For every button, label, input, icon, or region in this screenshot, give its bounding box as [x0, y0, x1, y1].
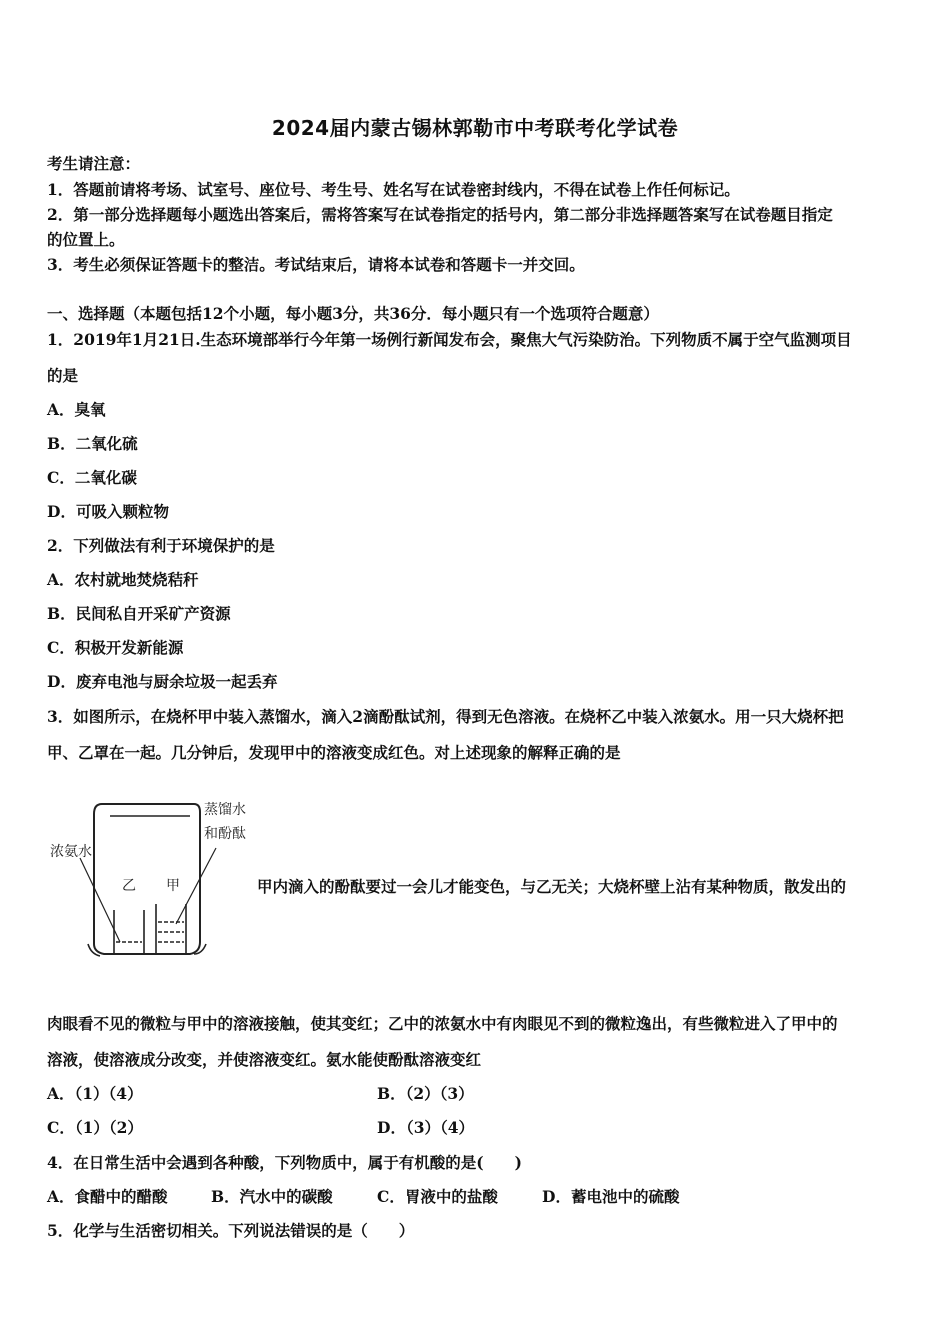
q3-option-d: D．（3）（4）: [377, 1118, 475, 1137]
q1-option-c: C．二氧化碳: [47, 468, 137, 487]
beaker-diagram: [44, 794, 254, 970]
q3-explanation: 肉眼看不见的微粒与甲中的溶液接触，使其变红；乙中的浓氨水中有肉眼见不到的微粒逸出，有些微粒进入了甲中的: [47, 1014, 838, 1033]
notice-item: 的位置上。: [47, 230, 125, 249]
q2-option-a: A．农村就地焚烧秸秆: [47, 570, 199, 589]
q5-stem: 5．化学与生活密切相关。下列说法错误的是（ ）: [47, 1221, 415, 1240]
notice-item: 1．答题前请将考场、试室号、座位号、考生号、姓名写在试卷密封线内，不得在试卷上作任何标记。: [47, 180, 740, 199]
q2-option-c: C．积极开发新能源: [47, 638, 184, 657]
notice-heading: 考生请注意：: [47, 154, 141, 173]
large-beaker-icon: [94, 804, 200, 954]
q3-option-b: B．（2）（3）: [377, 1084, 474, 1103]
label-yi: 乙: [122, 878, 136, 894]
q1-stem-cont: 的是: [47, 366, 79, 385]
q3-option-a: A．（1）（4）: [47, 1084, 143, 1103]
q3-stem-cont: 甲、乙罩在一起。几分钟后，发现甲中的溶液变成红色。对上述现象的解释正确的是: [47, 743, 621, 762]
q1-option-d: D．可吸入颗粒物: [47, 502, 169, 521]
q1-stem: 1．2019年1月21日.生态环境部举行今年第一场例行新闻发布会，聚焦大气污染防治。下列物质不属于空气监测项目: [47, 330, 852, 349]
section-heading: 一、选择题（本题包括12个小题，每小题3分，共36分．每小题只有一个选项符合题意）: [47, 304, 659, 323]
q2-option-d: D．废弃电池与厨余垃圾一起丢弃: [47, 672, 278, 691]
q4-option-a: A．食醋中的醋酸: [47, 1187, 168, 1206]
label-distilled: 蒸馏水: [204, 802, 246, 818]
label-ammonia: 浓氨水: [50, 844, 92, 860]
notice-item: 2．第一部分选择题每小题选出答案后，需将答案写在试卷指定的括号内，第二部分非选择题答案写在试卷题目指定: [47, 205, 833, 224]
q2-option-b: B．民间私自开采矿产资源: [47, 604, 231, 623]
q3-explanation-cont: 溶液，使溶液成分改变，并使溶液变红。氨水能使酚酞溶液变红: [47, 1050, 482, 1069]
q1-option-b: B．二氧化硫: [47, 434, 138, 453]
exam-title: 2024届内蒙古锡林郭勒市中考联考化学试卷: [271, 116, 679, 140]
notice-item: 3．考生必须保证答题卡的整洁。考试结束后，请将本试卷和答题卡一并交回。: [47, 255, 585, 274]
q3-side-text: 甲内滴入的酚酞要过一会儿才能变色，与乙无关；大烧杯壁上沾有某种物质，散发出的: [257, 877, 847, 896]
q4-option-d: D．蓄电池中的硫酸: [542, 1187, 680, 1206]
q3-stem: 3．如图所示，在烧杯甲中装入蒸馏水，滴入2滴酚酞试剂，得到无色溶液。在烧杯乙中装入浓氨水。用一只大烧杯把: [47, 707, 844, 726]
q3-option-c: C．（1）（2）: [47, 1118, 143, 1137]
label-phenol: 和酚酞: [204, 826, 246, 842]
q4-option-c: C．胃液中的盐酸: [377, 1187, 498, 1206]
q1-option-a: A．臭氧: [47, 400, 106, 419]
beaker-yi-icon: [114, 910, 144, 954]
beaker-jia-icon: [156, 904, 186, 954]
q2-stem: 2．下列做法有利于环境保护的是: [47, 536, 275, 555]
q4-stem: 4．在日常生活中会遇到各种酸，下列物质中，属于有机酸的是( ): [47, 1153, 522, 1172]
label-jia: 甲: [166, 878, 180, 894]
q4-option-b: B．汽水中的碳酸: [211, 1187, 333, 1206]
